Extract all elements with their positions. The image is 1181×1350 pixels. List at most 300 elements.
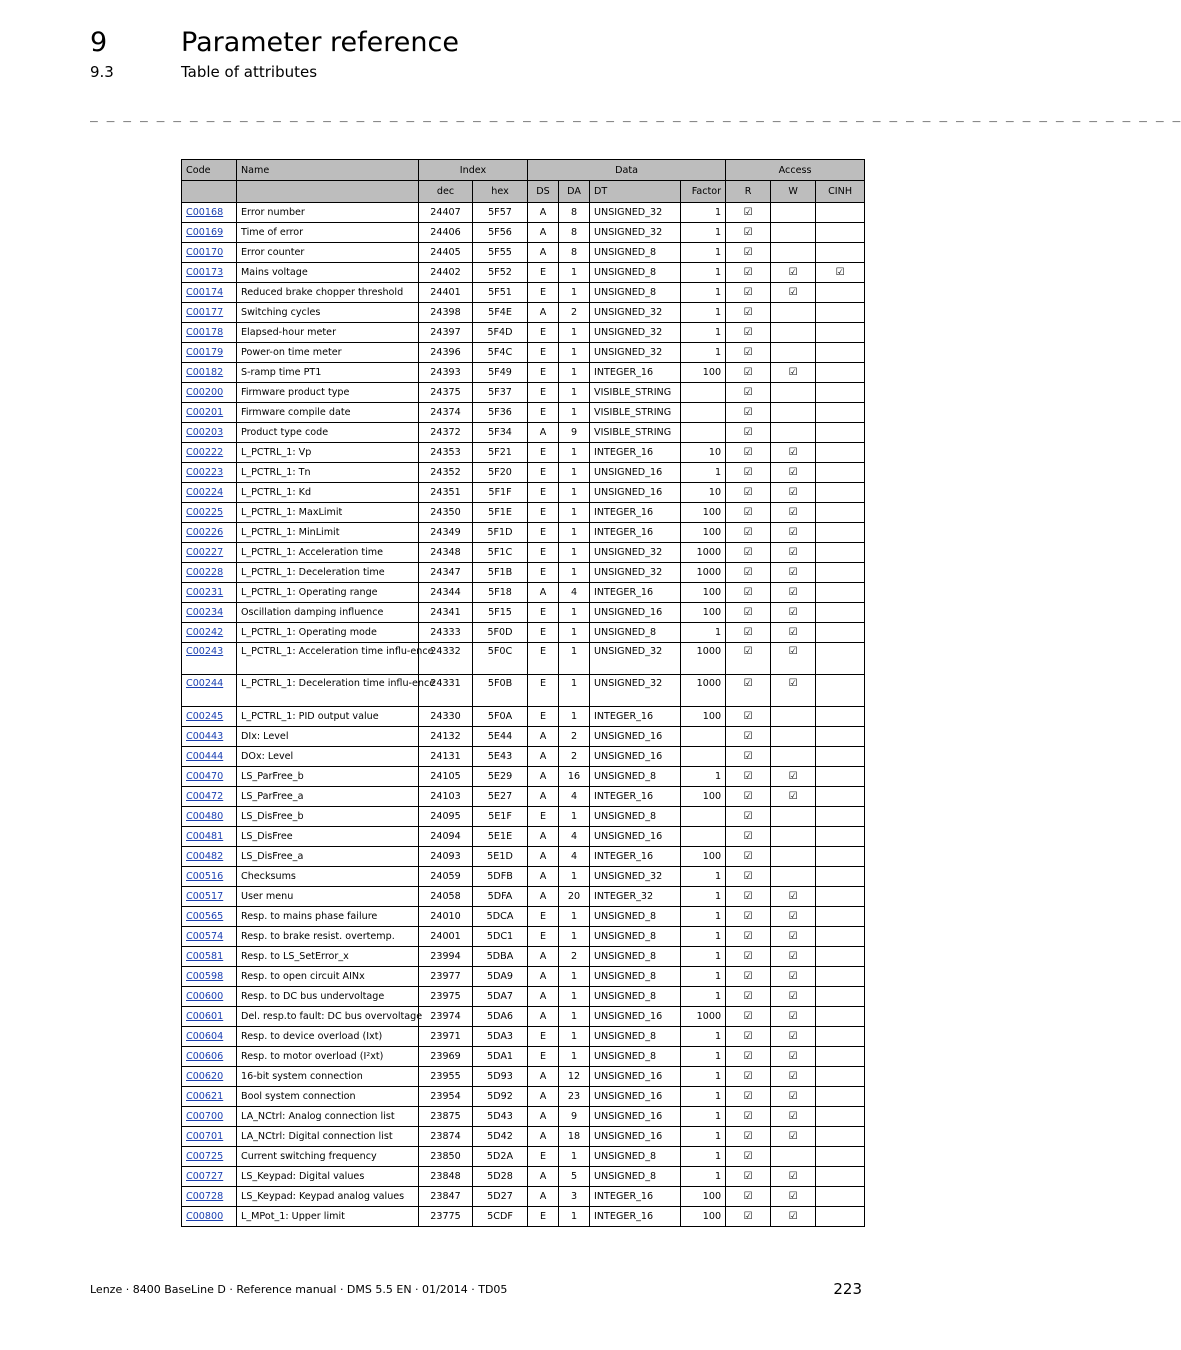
- cell-dt: INTEGER_16: [590, 583, 681, 603]
- cell-code[interactable]: C00700: [182, 1107, 237, 1127]
- cell-da: 1: [559, 1047, 590, 1067]
- cell-cinh-checkbox: [816, 283, 865, 303]
- cell-dt: INTEGER_16: [590, 503, 681, 523]
- cell-write-checkbox: ☑: [771, 767, 816, 787]
- cell-dec: 24103: [419, 787, 473, 807]
- cell-da: 1: [559, 967, 590, 987]
- cell-ds: E: [528, 443, 559, 463]
- cell-hex: 5F52: [473, 263, 528, 283]
- cell-cinh-checkbox: [816, 1107, 865, 1127]
- cell-code[interactable]: C00565: [182, 907, 237, 927]
- cell-dt: UNSIGNED_32: [590, 303, 681, 323]
- cell-da: 1: [559, 707, 590, 727]
- cell-code[interactable]: C00170: [182, 243, 237, 263]
- cell-hex: 5D28: [473, 1167, 528, 1187]
- cell-ds: E: [528, 543, 559, 563]
- cell-read-checkbox: ☑: [726, 323, 771, 343]
- cell-ds: A: [528, 223, 559, 243]
- cell-da: 1: [559, 443, 590, 463]
- cell-read-checkbox: ☑: [726, 727, 771, 747]
- cell-da: 1: [559, 927, 590, 947]
- table-row: [182, 1147, 865, 1167]
- cell-write-checkbox: [771, 323, 816, 343]
- cell-da: 2: [559, 947, 590, 967]
- cell-name: Elapsed-hour meter: [237, 323, 419, 343]
- col-subheader-w: W: [771, 181, 816, 203]
- cell-cinh-checkbox: [816, 583, 865, 603]
- col-header-name: Name: [237, 160, 419, 181]
- cell-read-checkbox: ☑: [726, 1047, 771, 1067]
- cell-code[interactable]: C00482: [182, 847, 237, 867]
- cell-da: 23: [559, 1087, 590, 1107]
- cell-factor: 1: [681, 1067, 726, 1087]
- cell-cinh-checkbox: [816, 1087, 865, 1107]
- cell-name: L_PCTRL_1: Operating range: [237, 583, 419, 603]
- cell-dec: 23847: [419, 1187, 473, 1207]
- cell-code[interactable]: C00601: [182, 1007, 237, 1027]
- cell-ds: E: [528, 563, 559, 583]
- cell-hex: 5F0B: [473, 675, 528, 707]
- cell-cinh-checkbox: [816, 503, 865, 523]
- cell-dt: UNSIGNED_16: [590, 1067, 681, 1087]
- cell-code[interactable]: C00728: [182, 1187, 237, 1207]
- cell-ds: A: [528, 243, 559, 263]
- cell-dt: UNSIGNED_32: [590, 867, 681, 887]
- cell-ds: E: [528, 807, 559, 827]
- cell-ds: E: [528, 363, 559, 383]
- cell-name: Power-on time meter: [237, 343, 419, 363]
- cell-cinh-checkbox: ☑: [816, 263, 865, 283]
- cell-name: Error number: [237, 203, 419, 223]
- cell-code[interactable]: C00224: [182, 483, 237, 503]
- cell-hex: 5F15: [473, 603, 528, 623]
- cell-dt: INTEGER_32: [590, 887, 681, 907]
- cell-code[interactable]: C00227: [182, 543, 237, 563]
- table-row: [182, 503, 865, 523]
- cell-da: 1: [559, 807, 590, 827]
- cell-ds: E: [528, 927, 559, 947]
- cell-code[interactable]: C00203: [182, 423, 237, 443]
- cell-name: Resp. to open circuit AINx: [237, 967, 419, 987]
- table-row: [182, 1127, 865, 1147]
- cell-cinh-checkbox: [816, 423, 865, 443]
- col-subheader-dec: dec: [419, 181, 473, 203]
- cell-ds: A: [528, 867, 559, 887]
- cell-dt: UNSIGNED_32: [590, 563, 681, 583]
- cell-name: L_PCTRL_1: Tn: [237, 463, 419, 483]
- cell-name: Reduced brake chopper threshold: [237, 283, 419, 303]
- cell-da: 1: [559, 867, 590, 887]
- col-header-data: Data: [528, 160, 726, 181]
- cell-cinh-checkbox: [816, 243, 865, 263]
- cell-dec: 24344: [419, 583, 473, 603]
- cell-write-checkbox: ☑: [771, 1067, 816, 1087]
- cell-name: Del. resp.to fault: DC bus overvoltage: [237, 1007, 419, 1027]
- page-number: 223: [833, 1280, 862, 1298]
- cell-dec: 24330: [419, 707, 473, 727]
- cell-dec: 24010: [419, 907, 473, 927]
- cell-read-checkbox: ☑: [726, 747, 771, 767]
- col-subheader-da: DA: [559, 181, 590, 203]
- cell-write-checkbox: ☑: [771, 263, 816, 283]
- cell-code[interactable]: C00444: [182, 747, 237, 767]
- cell-dec: 24393: [419, 363, 473, 383]
- cell-factor: 1: [681, 1127, 726, 1147]
- cell-code[interactable]: C00600: [182, 987, 237, 1007]
- cell-hex: 5F36: [473, 403, 528, 423]
- cell-code[interactable]: C00480: [182, 807, 237, 827]
- cell-name: LA_NCtrl: Digital connection list: [237, 1127, 419, 1147]
- cell-hex: 5F20: [473, 463, 528, 483]
- cell-dec: 24132: [419, 727, 473, 747]
- cell-dec: 24372: [419, 423, 473, 443]
- table-row: [182, 323, 865, 343]
- cell-ds: A: [528, 1187, 559, 1207]
- cell-cinh-checkbox: [816, 443, 865, 463]
- cell-name: LS_DisFree_a: [237, 847, 419, 867]
- cell-read-checkbox: ☑: [726, 283, 771, 303]
- cell-da: 1: [559, 523, 590, 543]
- cell-code[interactable]: C00200: [182, 383, 237, 403]
- table-row: [182, 1007, 865, 1027]
- cell-hex: 5F1E: [473, 503, 528, 523]
- cell-ds: E: [528, 623, 559, 643]
- cell-code[interactable]: C00800: [182, 1207, 237, 1227]
- cell-read-checkbox: ☑: [726, 203, 771, 223]
- cell-code[interactable]: C00169: [182, 223, 237, 243]
- cell-code[interactable]: C00574: [182, 927, 237, 947]
- cell-da: 18: [559, 1127, 590, 1147]
- col-subheader-hex: hex: [473, 181, 528, 203]
- cell-name: Mains voltage: [237, 263, 419, 283]
- cell-read-checkbox: ☑: [726, 827, 771, 847]
- cell-read-checkbox: ☑: [726, 503, 771, 523]
- cell-da: 1: [559, 603, 590, 623]
- cell-write-checkbox: [771, 343, 816, 363]
- cell-dt: UNSIGNED_8: [590, 1027, 681, 1047]
- table-row: [182, 623, 865, 643]
- cell-ds: A: [528, 827, 559, 847]
- cell-name: LS_DisFree: [237, 827, 419, 847]
- cell-code[interactable]: C00472: [182, 787, 237, 807]
- table-row: [182, 583, 865, 603]
- cell-dt: UNSIGNED_32: [590, 543, 681, 563]
- cell-read-checkbox: ☑: [726, 303, 771, 323]
- cell-code[interactable]: C00727: [182, 1167, 237, 1187]
- cell-cinh-checkbox: [816, 947, 865, 967]
- table-row: [182, 283, 865, 303]
- cell-write-checkbox: [771, 243, 816, 263]
- cell-write-checkbox: ☑: [771, 987, 816, 1007]
- cell-read-checkbox: ☑: [726, 563, 771, 583]
- cell-ds: E: [528, 283, 559, 303]
- table-row: [182, 927, 865, 947]
- cell-da: 4: [559, 787, 590, 807]
- cell-ds: E: [528, 1027, 559, 1047]
- table-row: [182, 203, 865, 223]
- cell-dt: VISIBLE_STRING: [590, 403, 681, 423]
- cell-hex: 5F56: [473, 223, 528, 243]
- cell-write-checkbox: ☑: [771, 1027, 816, 1047]
- cell-cinh-checkbox: [816, 403, 865, 423]
- cell-factor: 1000: [681, 1007, 726, 1027]
- cell-name: L_PCTRL_1: PID output value: [237, 707, 419, 727]
- cell-name: Oscillation damping influence: [237, 603, 419, 623]
- cell-dec: 24406: [419, 223, 473, 243]
- header-separator: _ _ _ _ _ _ _ _ _ _ _ _ _ _ _ _ _ _ _ _ _ _ _ _ _ _ _ _ _ _ _ _ _ _ _ _ _ _ _ _ _ _ _ _ _ _ _ _ _ _ _ _ _ _ _ _ _ _ _ _ _ _ _ _ _ _: [90, 108, 1181, 123]
- cell-da: 8: [559, 243, 590, 263]
- cell-ds: A: [528, 303, 559, 323]
- cell-factor: [681, 807, 726, 827]
- cell-read-checkbox: ☑: [726, 967, 771, 987]
- cell-da: 9: [559, 423, 590, 443]
- cell-dec: 24347: [419, 563, 473, 583]
- cell-dec: 23977: [419, 967, 473, 987]
- table-row: [182, 263, 865, 283]
- cell-code[interactable]: C00226: [182, 523, 237, 543]
- cell-factor: 1000: [681, 543, 726, 563]
- cell-dec: 24095: [419, 807, 473, 827]
- cell-code[interactable]: C00244: [182, 675, 237, 707]
- cell-cinh-checkbox: [816, 727, 865, 747]
- cell-factor: 1000: [681, 643, 726, 675]
- table-row: [182, 767, 865, 787]
- cell-factor: 1: [681, 947, 726, 967]
- cell-read-checkbox: ☑: [726, 583, 771, 603]
- cell-hex: 5F18: [473, 583, 528, 603]
- cell-hex: 5E1E: [473, 827, 528, 847]
- cell-dt: UNSIGNED_8: [590, 967, 681, 987]
- cell-write-checkbox: [771, 807, 816, 827]
- cell-code[interactable]: C00725: [182, 1147, 237, 1167]
- table-row: [182, 675, 865, 707]
- cell-da: 1: [559, 563, 590, 583]
- cell-factor: [681, 383, 726, 403]
- cell-da: 1: [559, 483, 590, 503]
- header-row-sub: [182, 181, 865, 203]
- cell-factor: 1: [681, 303, 726, 323]
- cell-read-checkbox: ☑: [726, 907, 771, 927]
- cell-cinh-checkbox: [816, 1167, 865, 1187]
- cell-dt: VISIBLE_STRING: [590, 423, 681, 443]
- cell-code[interactable]: C00606: [182, 1047, 237, 1067]
- cell-ds: E: [528, 1207, 559, 1227]
- cell-hex: 5F34: [473, 423, 528, 443]
- table-row: [182, 243, 865, 263]
- col-subheader-ds: DS: [528, 181, 559, 203]
- cell-dec: 24375: [419, 383, 473, 403]
- cell-da: 1: [559, 643, 590, 675]
- cell-write-checkbox: ☑: [771, 503, 816, 523]
- cell-ds: A: [528, 203, 559, 223]
- cell-code[interactable]: C00481: [182, 827, 237, 847]
- cell-cinh-checkbox: [816, 847, 865, 867]
- cell-hex: 5DA9: [473, 967, 528, 987]
- cell-dt: INTEGER_16: [590, 523, 681, 543]
- cell-code[interactable]: C00581: [182, 947, 237, 967]
- cell-code[interactable]: C00245: [182, 707, 237, 727]
- table-row: [182, 1187, 865, 1207]
- cell-factor: [681, 747, 726, 767]
- cell-read-checkbox: ☑: [726, 947, 771, 967]
- table-row: [182, 523, 865, 543]
- cell-read-checkbox: ☑: [726, 343, 771, 363]
- cell-write-checkbox: ☑: [771, 1187, 816, 1207]
- cell-read-checkbox: ☑: [726, 887, 771, 907]
- cell-hex: 5DFB: [473, 867, 528, 887]
- cell-factor: 1: [681, 907, 726, 927]
- cell-write-checkbox: ☑: [771, 1167, 816, 1187]
- table-row: [182, 747, 865, 767]
- cell-dec: 24094: [419, 827, 473, 847]
- cell-code[interactable]: C00242: [182, 623, 237, 643]
- cell-dec: 24332: [419, 643, 473, 675]
- chapter-number: 9: [90, 27, 108, 58]
- cell-ds: E: [528, 675, 559, 707]
- cell-dt: UNSIGNED_8: [590, 807, 681, 827]
- cell-code[interactable]: C00223: [182, 463, 237, 483]
- cell-name: LS_Keypad: Digital values: [237, 1167, 419, 1187]
- cell-cinh-checkbox: [816, 343, 865, 363]
- col-subheader-empty: [237, 181, 419, 203]
- cell-write-checkbox: [771, 403, 816, 423]
- cell-hex: 5E27: [473, 787, 528, 807]
- cell-factor: 1: [681, 343, 726, 363]
- cell-write-checkbox: ☑: [771, 1047, 816, 1067]
- cell-code[interactable]: C00222: [182, 443, 237, 463]
- cell-cinh-checkbox: [816, 967, 865, 987]
- cell-factor: 1: [681, 867, 726, 887]
- cell-dec: 23955: [419, 1067, 473, 1087]
- cell-dt: UNSIGNED_8: [590, 623, 681, 643]
- cell-code[interactable]: C00174: [182, 283, 237, 303]
- cell-code[interactable]: C00178: [182, 323, 237, 343]
- cell-code[interactable]: C00516: [182, 867, 237, 887]
- cell-ds: E: [528, 907, 559, 927]
- cell-code[interactable]: C00470: [182, 767, 237, 787]
- cell-read-checkbox: ☑: [726, 443, 771, 463]
- cell-hex: 5D93: [473, 1067, 528, 1087]
- cell-name: L_MPot_1: Upper limit: [237, 1207, 419, 1227]
- cell-factor: [681, 727, 726, 747]
- cell-write-checkbox: [771, 747, 816, 767]
- cell-name: User menu: [237, 887, 419, 907]
- cell-hex: 5F0A: [473, 707, 528, 727]
- cell-hex: 5D92: [473, 1087, 528, 1107]
- cell-code[interactable]: C00201: [182, 403, 237, 423]
- table-row: [182, 1087, 865, 1107]
- cell-name: L_PCTRL_1: Deceleration time: [237, 563, 419, 583]
- cell-dec: 24398: [419, 303, 473, 323]
- cell-da: 1: [559, 907, 590, 927]
- cell-code[interactable]: C00701: [182, 1127, 237, 1147]
- cell-dec: 24352: [419, 463, 473, 483]
- cell-code[interactable]: C00443: [182, 727, 237, 747]
- table-row: [182, 303, 865, 323]
- cell-read-checkbox: ☑: [726, 643, 771, 675]
- cell-ds: A: [528, 967, 559, 987]
- cell-code[interactable]: C00182: [182, 363, 237, 383]
- cell-read-checkbox: ☑: [726, 1127, 771, 1147]
- table-row: [182, 867, 865, 887]
- cell-cinh-checkbox: [816, 887, 865, 907]
- cell-dec: 24407: [419, 203, 473, 223]
- cell-dt: UNSIGNED_32: [590, 223, 681, 243]
- cell-write-checkbox: ☑: [771, 1107, 816, 1127]
- cell-hex: 5DA7: [473, 987, 528, 1007]
- cell-code[interactable]: C00620: [182, 1067, 237, 1087]
- cell-read-checkbox: ☑: [726, 847, 771, 867]
- cell-code[interactable]: C00621: [182, 1087, 237, 1107]
- cell-dec: 23969: [419, 1047, 473, 1067]
- cell-code[interactable]: C00231: [182, 583, 237, 603]
- cell-cinh-checkbox: [816, 987, 865, 1007]
- cell-cinh-checkbox: [816, 523, 865, 543]
- cell-code[interactable]: C00179: [182, 343, 237, 363]
- cell-code[interactable]: C00598: [182, 967, 237, 987]
- cell-read-checkbox: ☑: [726, 483, 771, 503]
- cell-name: Error counter: [237, 243, 419, 263]
- cell-hex: 5F1C: [473, 543, 528, 563]
- cell-cinh-checkbox: [816, 1127, 865, 1147]
- cell-read-checkbox: ☑: [726, 1027, 771, 1047]
- cell-hex: 5E1D: [473, 847, 528, 867]
- cell-write-checkbox: ☑: [771, 927, 816, 947]
- cell-read-checkbox: ☑: [726, 383, 771, 403]
- cell-ds: A: [528, 727, 559, 747]
- cell-write-checkbox: ☑: [771, 603, 816, 623]
- cell-cinh-checkbox: [816, 867, 865, 887]
- table-row: [182, 463, 865, 483]
- cell-read-checkbox: ☑: [726, 867, 771, 887]
- cell-code[interactable]: C00234: [182, 603, 237, 623]
- cell-dt: UNSIGNED_32: [590, 343, 681, 363]
- cell-hex: 5CDF: [473, 1207, 528, 1227]
- cell-code[interactable]: C00177: [182, 303, 237, 323]
- cell-write-checkbox: ☑: [771, 1127, 816, 1147]
- cell-code[interactable]: C00517: [182, 887, 237, 907]
- cell-code[interactable]: C00228: [182, 563, 237, 583]
- cell-hex: 5E43: [473, 747, 528, 767]
- cell-factor: 1: [681, 263, 726, 283]
- attributes-table: [181, 159, 865, 1227]
- cell-factor: 1000: [681, 675, 726, 707]
- cell-ds: A: [528, 787, 559, 807]
- cell-name: L_PCTRL_1: Kd: [237, 483, 419, 503]
- cell-factor: [681, 827, 726, 847]
- cell-da: 4: [559, 583, 590, 603]
- footer-doc-info: Lenze · 8400 BaseLine D · Reference manual · DMS 5.5 EN · 01/2014 · TD05: [90, 1283, 508, 1296]
- cell-hex: 5D2A: [473, 1147, 528, 1167]
- cell-hex: 5DA1: [473, 1047, 528, 1067]
- cell-ds: E: [528, 483, 559, 503]
- table-row: [182, 1167, 865, 1187]
- cell-code[interactable]: C00225: [182, 503, 237, 523]
- cell-code[interactable]: C00604: [182, 1027, 237, 1047]
- col-header-code: Code: [182, 160, 237, 181]
- cell-ds: A: [528, 767, 559, 787]
- cell-code[interactable]: C00168: [182, 203, 237, 223]
- cell-write-checkbox: [771, 203, 816, 223]
- chapter-title: Parameter reference: [181, 27, 459, 58]
- cell-code[interactable]: C00243: [182, 643, 237, 675]
- cell-name: DIx: Level: [237, 727, 419, 747]
- cell-da: 1: [559, 1207, 590, 1227]
- cell-hex: 5F4C: [473, 343, 528, 363]
- cell-cinh-checkbox: [816, 675, 865, 707]
- cell-hex: 5F1B: [473, 563, 528, 583]
- cell-code[interactable]: C00173: [182, 263, 237, 283]
